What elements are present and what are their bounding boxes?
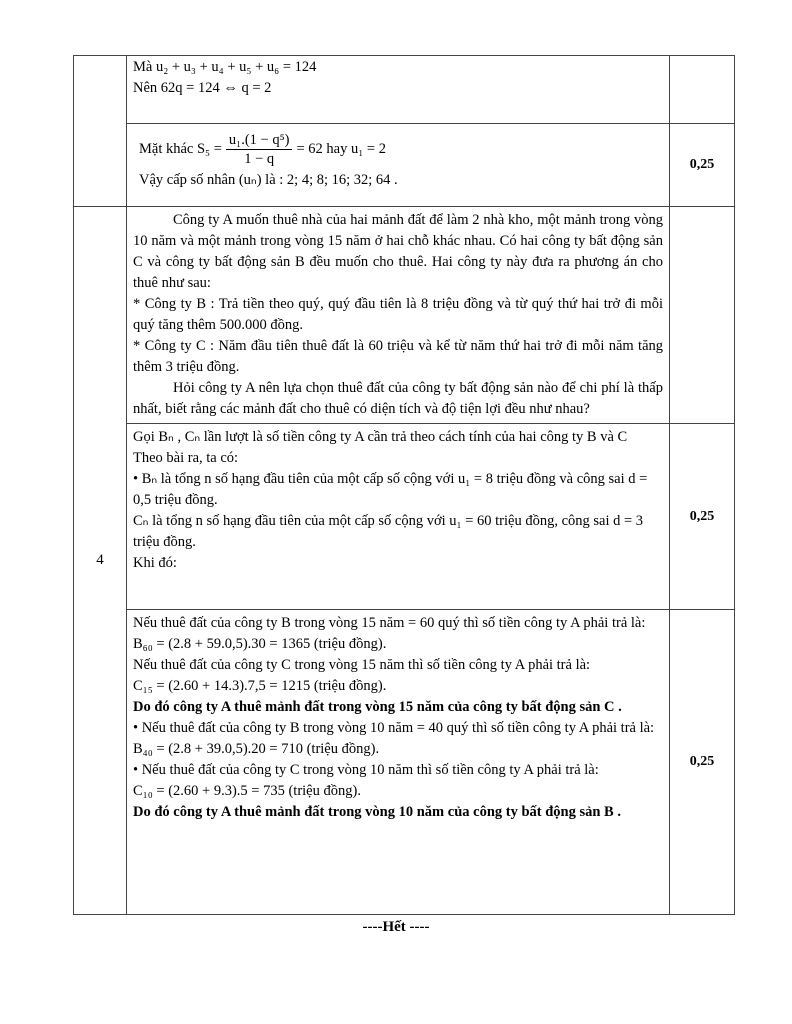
- solution-line: C₁₅ = (2.60 + 14.3).7,5 = 1215 (triệu đồng).: [133, 678, 387, 694]
- solution-line: • Bₙ là tổng n số hạng đầu tiên của một cấp số cộng với u₁ = 8 triệu đồng và công sai d = 0,5 triệu đồng.: [133, 471, 648, 508]
- solution-line: Cₙ là tổng n số hạng đầu tiên của một cấp số cộng với u₁ = 60 triệu đồng, công sai d = 3 triệu đồng.: [133, 513, 644, 550]
- solution-line: Mà u₂ + u₃ + u₄ + u₅ + u₆ = 124: [133, 59, 317, 75]
- question-number: 4: [74, 207, 127, 915]
- solution-line: Do đó công ty A thuê mảnh đất trong vòng 15 năm của công ty bất động sản C .: [133, 699, 622, 715]
- score-cell: [670, 56, 735, 124]
- end-marker: ----Hết ----: [362, 919, 430, 935]
- solution-line: Do đó công ty A thuê mảnh đất trong vòng 10 năm của công ty bất động sản B .: [133, 804, 621, 820]
- solution-line: • Nếu thuê đất của công ty C trong vòng 10 năm thì số tiền công ty A phải trả là:: [133, 762, 599, 778]
- solution-line: Theo bài ra, ta có:: [133, 450, 239, 466]
- solution-line: B₄₀ = (2.8 + 39.0,5).20 = 710 (triệu đồng).: [133, 741, 380, 757]
- s5-formula: [139, 131, 663, 168]
- solution-line: Gọi Bₙ , Cₙ lần lượt là số tiền công ty A cần trả theo cách tính của hai công ty B và C: [133, 429, 628, 445]
- row-number-cell: [74, 56, 127, 207]
- table-row: [74, 424, 735, 610]
- table-row: [74, 610, 735, 915]
- conclusion-line: Vậy cấp số nhân (uₙ) là : 2; 4; 8; 16; 32; 64 .: [139, 172, 398, 188]
- solution-cell: [127, 124, 670, 207]
- solution-line: Nếu thuê đất của công ty B trong vòng 15 năm = 60 quý thì số tiền công ty A phải trả là:: [133, 615, 646, 631]
- formula-suffix: = 62 hay u₁ = 2: [296, 141, 386, 157]
- question-cell: [127, 207, 670, 424]
- score-cell: [670, 207, 735, 424]
- fraction: [226, 131, 293, 168]
- fraction-numerator: u₁.(1 − q⁵): [226, 131, 293, 150]
- formula-prefix: Mặt khác S₅ =: [139, 141, 222, 157]
- question-paragraph: Công ty A muốn thuê nhà của hai mảnh đất để làm 2 nhà kho, một mảnh trong vòng 10 năm và một mảnh trong vòng 15 năm ở hai chỗ khác nhau. Có hai công ty bất động sản C và công ty bất động sản B đều muốn cho thuê. Hai công ty này đưa ra phương án cho thuê như sau:: [133, 212, 663, 291]
- score-value: 0,25: [670, 424, 735, 610]
- question-paragraph: * Công ty C : Năm đầu tiên thuê đất là 60 triệu và kể từ năm thứ hai trở đi mỗi năm tăng thêm 3 triệu đồng.: [133, 338, 663, 375]
- solution-line: Nên 62q = 124 ⇔ q = 2: [133, 80, 272, 96]
- solution-line: Nếu thuê đất của công ty C trong vòng 15 năm thì số tiền công ty A phải trả là:: [133, 657, 591, 673]
- table-row: [74, 56, 735, 124]
- question-paragraph: * Công ty B : Trả tiền theo quý, quý đầu tiên là 8 triệu đồng và từ quý thứ hai trở đi mỗi quý tăng thêm 500.000 đồng.: [133, 296, 663, 333]
- table-row: [74, 124, 735, 207]
- question-paragraph: Hỏi công ty A nên lựa chọn thuê đất của công ty bất động sản nào để chi phí là thấp nhất, biết rằng các mảnh đất cho thuê có diện tích và độ tiện lợi đều như nhau?: [133, 380, 663, 417]
- solution-line: Khi đó:: [133, 555, 177, 571]
- solution-cell: [127, 424, 670, 610]
- solution-cell: [127, 610, 670, 915]
- solution-line: C₁₀ = (2.60 + 9.3).5 = 735 (triệu đồng).: [133, 783, 361, 799]
- solution-line: • Nếu thuê đất của công ty B trong vòng 10 năm = 40 quý thì số tiền công ty A phải trả là:: [133, 720, 655, 736]
- solution-line: B₆₀ = (2.8 + 59.0,5).30 = 1365 (triệu đồng).: [133, 636, 387, 652]
- fraction-denominator: 1 − q: [244, 151, 275, 167]
- answer-table: [73, 55, 735, 915]
- table-row: [74, 207, 735, 424]
- score-value: 0,25: [670, 610, 735, 915]
- solution-cell: [127, 56, 670, 124]
- score-value: 0,25: [670, 124, 735, 207]
